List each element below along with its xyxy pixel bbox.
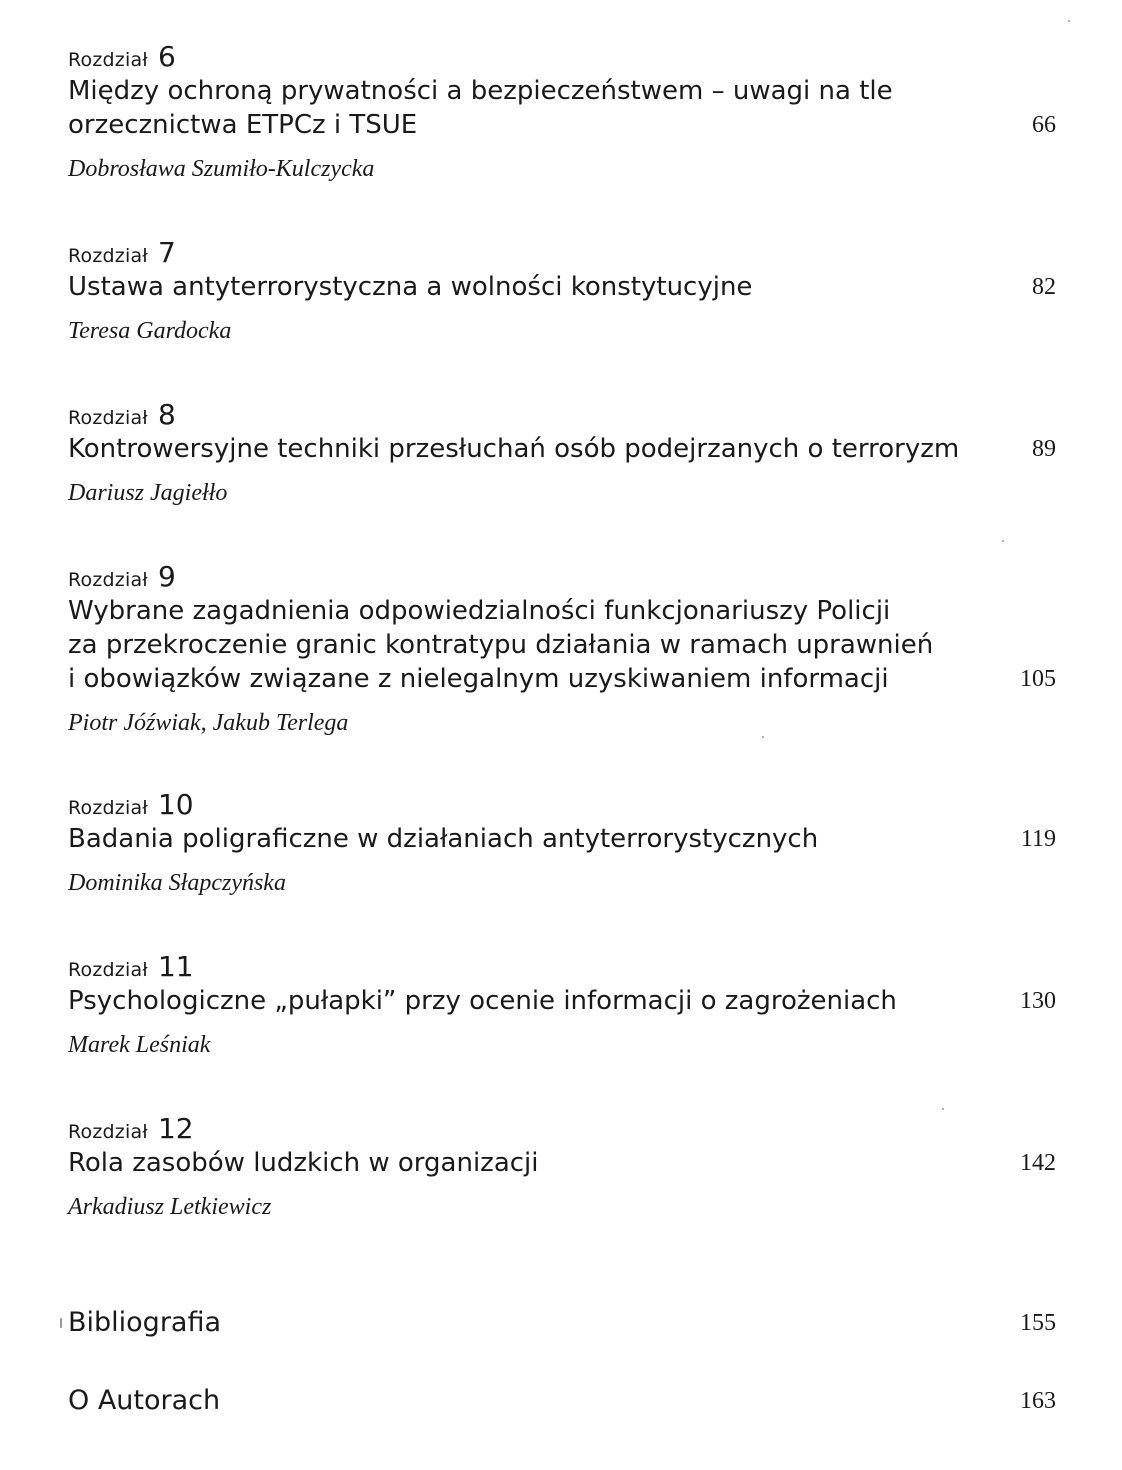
chapter-author: Teresa Gardocka [68, 318, 232, 344]
chapter-title-line: za przekroczenie granic kontratypu działania w ramach uprawnień [68, 630, 934, 660]
chapter-label-word: Rozdział [68, 49, 148, 71]
chapter-title-line: Między ochroną prywatności a bezpieczeństwem – uwagi na tle [68, 76, 893, 106]
scan-speck [762, 736, 764, 738]
chapter-label [68, 560, 1058, 594]
chapter-author: Arkadiusz Letkiewicz [68, 1194, 272, 1220]
toc-entry-chapter-7 [68, 236, 1058, 346]
toc-entry-chapter-10 [68, 788, 1058, 898]
chapter-number: 7 [157, 236, 176, 269]
back-matter-title [68, 1306, 968, 1340]
chapter-title-row [68, 74, 1058, 142]
chapter-label [68, 950, 1058, 984]
chapter-title-row [68, 270, 1058, 304]
chapter-label-word: Rozdział [68, 1121, 148, 1143]
chapter-title [68, 822, 968, 856]
chapter-title [68, 74, 968, 142]
chapter-title [68, 1146, 968, 1180]
chapter-author: Marek Leśniak [68, 1032, 211, 1058]
chapter-label-word: Rozdział [68, 569, 148, 591]
chapter-label-word: Rozdział [68, 797, 148, 819]
chapter-title [68, 984, 968, 1018]
chapter-title-row [68, 984, 1058, 1018]
scan-speck [942, 1108, 944, 1110]
chapter-label [68, 1112, 1058, 1146]
toc-entry-chapter-11 [68, 950, 1058, 1060]
chapter-number: 8 [157, 398, 176, 431]
page-number: 105 [1020, 666, 1056, 692]
chapter-title-line: Wybrane zagadnienia odpowiedzialności funkcjonariuszy Policji [68, 596, 891, 626]
page-number: 130 [1020, 988, 1056, 1014]
toc-entry-bibliography [68, 1306, 1058, 1340]
page-number: 82 [1032, 274, 1056, 300]
chapter-title-line: orzecznictwa ETPCz i TSUE [68, 110, 418, 140]
toc-entry-chapter-8 [68, 398, 1058, 508]
scan-speck [1068, 20, 1070, 22]
page-number: 142 [1020, 1150, 1056, 1176]
chapter-label [68, 398, 1058, 432]
chapter-author: Dobrosława Szumiło-Kulczycka [68, 156, 375, 182]
scan-speck [1002, 540, 1004, 542]
chapter-author: Dominika Słapczyńska [68, 870, 286, 896]
back-matter-title-line: Bibliografia [68, 1307, 222, 1338]
chapter-title-line: Psychologiczne „pułapki” przy ocenie informacji o zagrożeniach [68, 986, 897, 1016]
scan-speck [60, 1318, 62, 1328]
chapter-title-line: Badania poligraficzne w działaniach antyterrorystycznych [68, 824, 819, 854]
toc-entry-chapter-9 [68, 560, 1058, 738]
chapter-label-word: Rozdział [68, 959, 148, 981]
chapter-title-row [68, 432, 1058, 466]
back-matter-row [68, 1306, 1058, 1340]
chapter-label [68, 788, 1058, 822]
page-number: 66 [1032, 112, 1056, 138]
toc-entry-chapter-6 [68, 40, 1058, 184]
chapter-title-row [68, 594, 1058, 696]
chapter-label-word: Rozdział [68, 245, 148, 267]
chapter-author: Piotr Jóźwiak, Jakub Terlega [68, 710, 349, 736]
chapter-title [68, 594, 968, 696]
chapter-title-line: Rola zasobów ludzkich w organizacji [68, 1148, 539, 1178]
chapter-number: 10 [157, 788, 194, 821]
toc-entry-chapter-12 [68, 1112, 1058, 1222]
chapter-number: 11 [157, 950, 194, 983]
back-matter-title [68, 1384, 968, 1418]
page-number: 155 [1020, 1310, 1056, 1336]
chapter-title-line: Ustawa antyterrorystyczna a wolności konstytucyjne [68, 272, 753, 302]
page-number: 89 [1032, 436, 1056, 462]
back-matter-title-line: O Autorach [68, 1385, 221, 1416]
chapter-title-row [68, 1146, 1058, 1180]
chapter-number: 12 [157, 1112, 194, 1145]
page-number: 119 [1020, 826, 1056, 852]
back-matter-row [68, 1384, 1058, 1418]
chapter-title-row [68, 822, 1058, 856]
page-number: 163 [1020, 1388, 1056, 1414]
toc-entry-about-authors [68, 1384, 1058, 1418]
chapter-title-line: i obowiązków związane z nielegalnym uzyskiwaniem informacji [68, 664, 889, 694]
chapter-title [68, 432, 968, 466]
chapter-label [68, 40, 1058, 74]
chapter-title [68, 270, 968, 304]
chapter-label-word: Rozdział [68, 407, 148, 429]
chapter-label [68, 236, 1058, 270]
chapter-number: 6 [157, 40, 176, 73]
chapter-title-line: Kontrowersyjne techniki przesłuchań osób podejrzanych o terroryzm [68, 434, 960, 464]
chapter-author: Dariusz Jagiełło [68, 480, 228, 506]
chapter-number: 9 [157, 560, 176, 593]
